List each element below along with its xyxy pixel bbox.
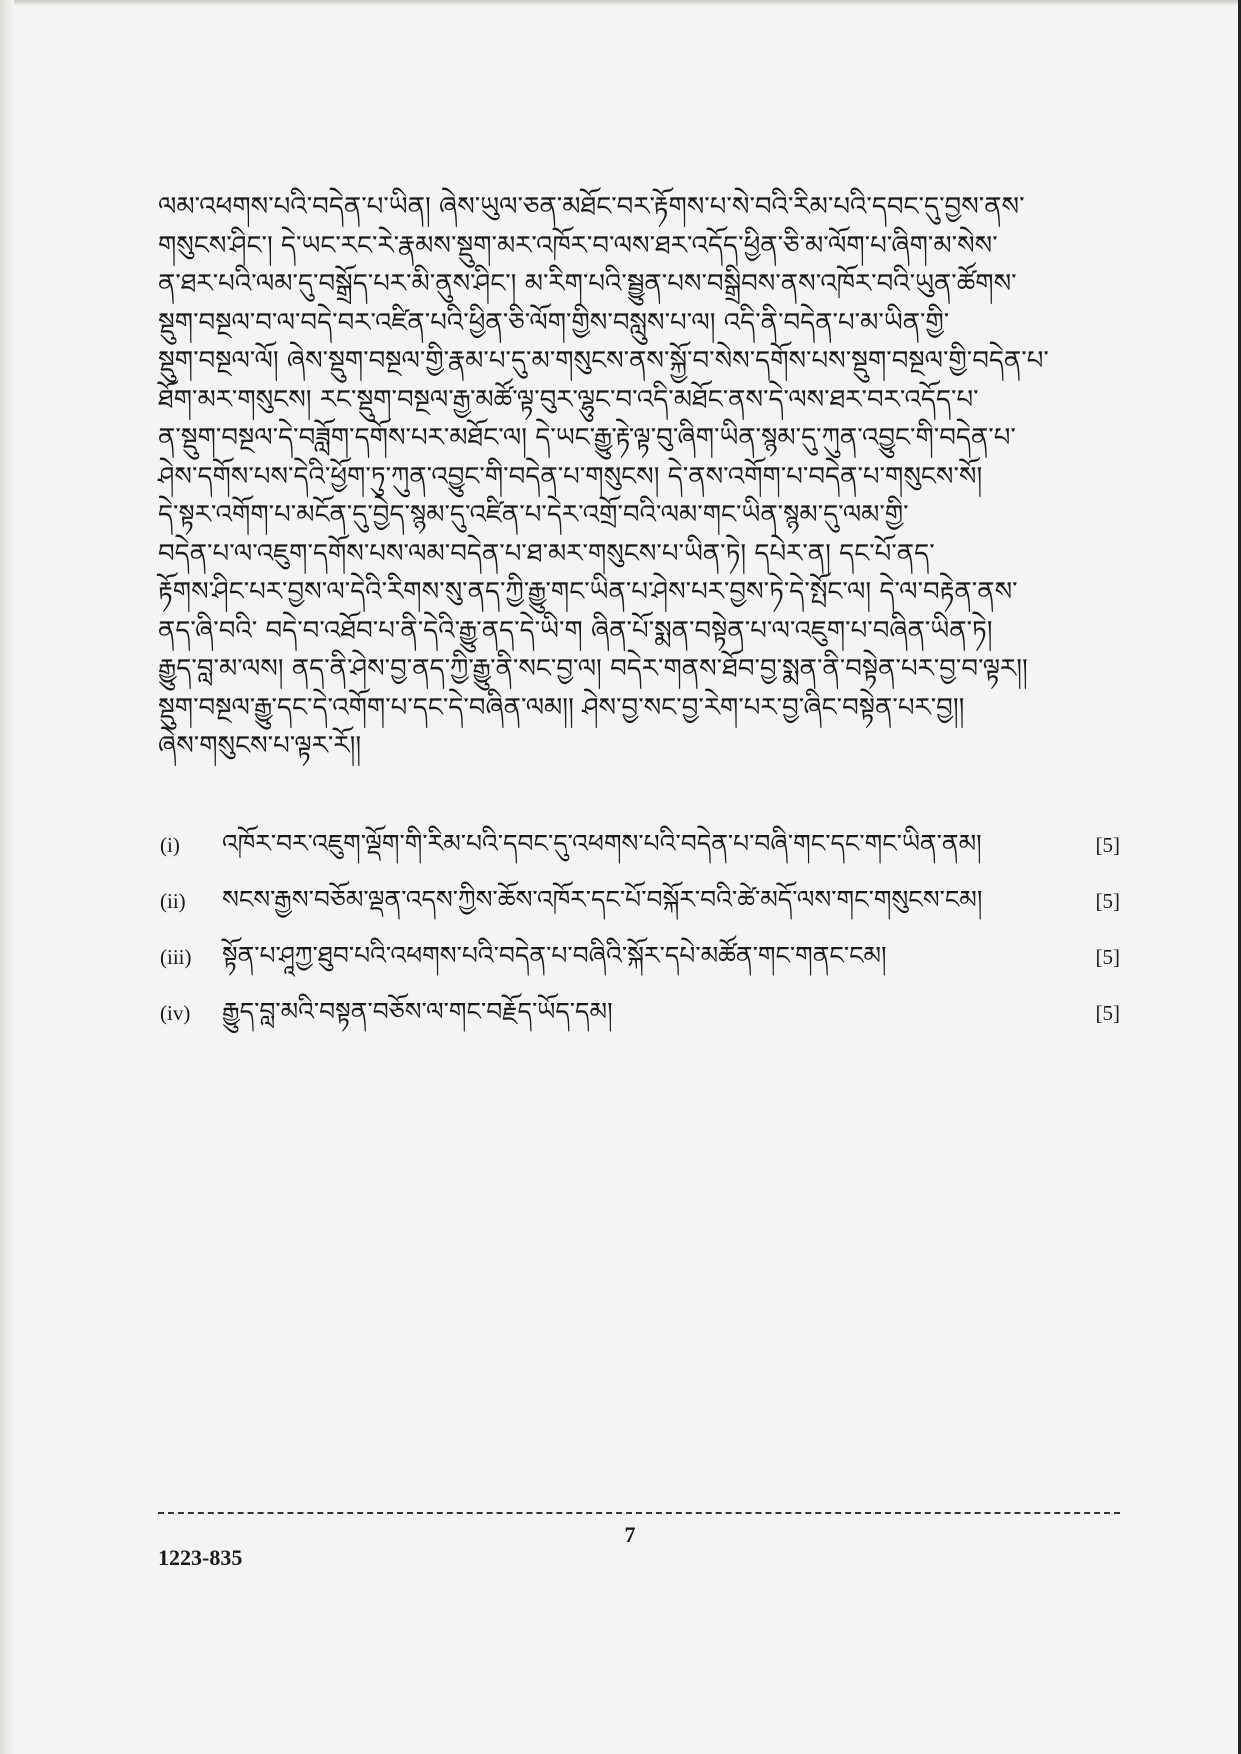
passage-line: ན་སྡུག་བསྔལ་དེ་བཟློག་དགོས་པར་མཐོང་ལ། དེ་ཡང་རྒྱུ་རྟེ་ལྟ་བུ་ཞིག་ཡིན་སྙམ་དུ་ཀུན་འབྱུང་གི་བདེན་པ་ — [158, 423, 1016, 453]
question-text: སྟོན་པ་ཤཱཀྱ་ཐུབ་པའི་འཕགས་པའི་བདེན་པ་བཞིའི་སྐོར་དཔེ་མཚོན་གང་གནང་ངམ། — [222, 941, 887, 970]
passage-line: བདེན་པ་ལ་འཇུག་དགོས་པས་ལམ་བདེན་པ་ཐ་མར་གསུངས་པ་ཡིན་ཏེ། དཔེར་ན། དང་པོ་ནད་ — [158, 538, 935, 569]
passage-line: ན་ཐར་པའི་ལམ་དུ་བསྒྲོད་པར་མི་ནུས་ཤིང་། མ་རིག་པའི་སྦྱུན་པས་བསྒྲིབས་ནས་འཁོར་བའི་ཡུན་ཚོགས་ — [158, 269, 1017, 299]
passage-line: རྒྱུད་བླ་མ་ལས། ནད་ནི་ཤེས་བྱ་ནད་ཀྱི་རྒྱུ་ནི་སང་བྱ་ལ། བདེར་གནས་ཐོབ་བྱ་སྨན་ནི་བསྟེན་པར་བྱ་བ་ལྟར།། — [158, 654, 1028, 684]
question-text: རྒྱུད་བླ་མའི་བསྟན་བཅོས་ལ་གང་བརྗོད་ཡོད་དམ། — [222, 997, 613, 1026]
passage-line: ཞེས་གསུངས་པ་ལྟར་རོ།། — [158, 731, 362, 761]
passage-line: གསུངས་ཤིང་། དེ་ཡང་རང་རེ་རྣམས་སྡུག་མར་འཁོར་བ་ལས་ཐར་འདོད་ཕྱིན་ཅི་མ་ལོག་པ་ཞིག་མ་སེས་ — [158, 230, 998, 261]
question-number: (ii) — [160, 889, 186, 913]
passage-line: ནད་ཞི་བའི་ བདེ་བ་འཐོབ་པ་ནི་དེའི་རྒྱུ་ནད་དེ་ཡི་ག ཞིན་པོ་སྨན་བསྟེན་པ་ལ་འཇུག་པ་བཞིན་ཡིན་ཏེ། — [158, 615, 993, 646]
question-marks: [5] — [1095, 1001, 1120, 1025]
passage-line: རྟོགས་ཤིང་པར་བྱས་ལ་དེའི་རིགས་སུ་ནད་ཀྱི་རྒྱུ་གང་ཡིན་པ་ཤེས་པར་བྱས་ཏེ་དེ་སྤོང་ལ། དེ་ལ་བརྟེན་ནས་ — [158, 577, 1018, 607]
question-item-1 — [160, 815, 1120, 871]
question-item-2 — [160, 871, 1120, 927]
question-number: (i) — [160, 833, 180, 857]
passage-line: ཤེས་དགོས་པས་དེའི་ཕྱོག་ཏུ་ཀུན་འབྱུང་གི་བདེན་པ་གསུངས། དེ་ནས་འགོག་པ་བདེན་པ་གསུངས་སོ། — [158, 461, 983, 492]
footer-divider — [158, 1512, 1120, 1514]
passage-line: སྡུག་བསྔལ་རྒྱུ་དང་དེ་འགོག་པ་དང་དེ་བཞིན་ལམ།། ཤེས་བྱ་སང་བྱ་རེག་པར་བྱ་ཞིང་བསྟེན་པར་བྱ།། — [158, 692, 965, 723]
scan-top-edge — [0, 0, 1241, 6]
passage-line: ལམ་འཕགས་པའི་བདེན་པ་ཡིན། ཞེས་ཡུལ་ཅན་མཐོང་བར་རྟོགས་པ་སེ་བའི་རིམ་པའི་དབང་དུ་བྱས་ནས་ — [158, 192, 1025, 222]
passage-line: ཐོག་མར་གསུངས། རང་སྡུག་བསྔལ་རྒྱ་མཚོ་ལྟ་བུར་ལྷུང་བ་འདི་མཐོང་ནས་དེ་ལས་ཐར་བར་འདོད་པ་ — [158, 384, 979, 415]
question-marks: [5] — [1095, 889, 1120, 913]
question-item-3 — [160, 927, 1120, 983]
question-text: འཁོར་བར་འཇུག་ལྡོག་གི་རིམ་པའི་དབང་དུ་འཕགས་པའི་བདེན་པ་བཞི་གང་དང་གང་ཡིན་ནམ། — [222, 829, 982, 858]
question-marks: [5] — [1095, 945, 1120, 969]
tibetan-passage — [158, 188, 1088, 766]
passage-line: སྡུག་བསྔལ་བ་ལ་བདེ་བར་འཛིན་པའི་ཕྱིན་ཅི་ལོག་གྱིས་བསླུས་པ་ལ། འདི་ནི་བདེན་པ་མ་ཡིན་གྱི་ — [158, 307, 950, 338]
passage-line: དེ་སྟར་འགོག་པ་མངོན་དུ་བྱེད་སྙམ་དུ་འཛིན་པ་དེར་འགྲོ་བའི་ལམ་གང་ཡིན་སྙམ་དུ་ལམ་གྱི་ — [158, 500, 909, 530]
page-number: 7 — [624, 1522, 636, 1547]
scan-left-edge — [0, 0, 14, 1754]
question-list — [160, 815, 1120, 1039]
paper-code: 1223-835 — [158, 1545, 243, 1570]
question-text: སངས་རྒྱས་བཅོམ་ལྡན་འདས་ཀྱིས་ཆོས་འཁོར་དང་པོ་བསྐོར་བའི་ཚེ་མདོ་ལས་གང་གསུངས་ངམ། — [222, 885, 983, 914]
question-number: (iii) — [160, 945, 192, 969]
passage-line: སྡུག་བསྔལ་ལོ། ཞེས་སྡུག་བསྔལ་གྱི་རྣམ་པ་དུ་མ་གསུངས་ནས་སྐྱོ་བ་སེས་དགོས་པས་སྡུག་བསྔལ་གྱི་བདེན་པ་ — [158, 346, 1049, 376]
question-number: (iv) — [160, 1001, 191, 1025]
question-item-4 — [160, 983, 1120, 1039]
question-marks: [5] — [1095, 833, 1120, 857]
